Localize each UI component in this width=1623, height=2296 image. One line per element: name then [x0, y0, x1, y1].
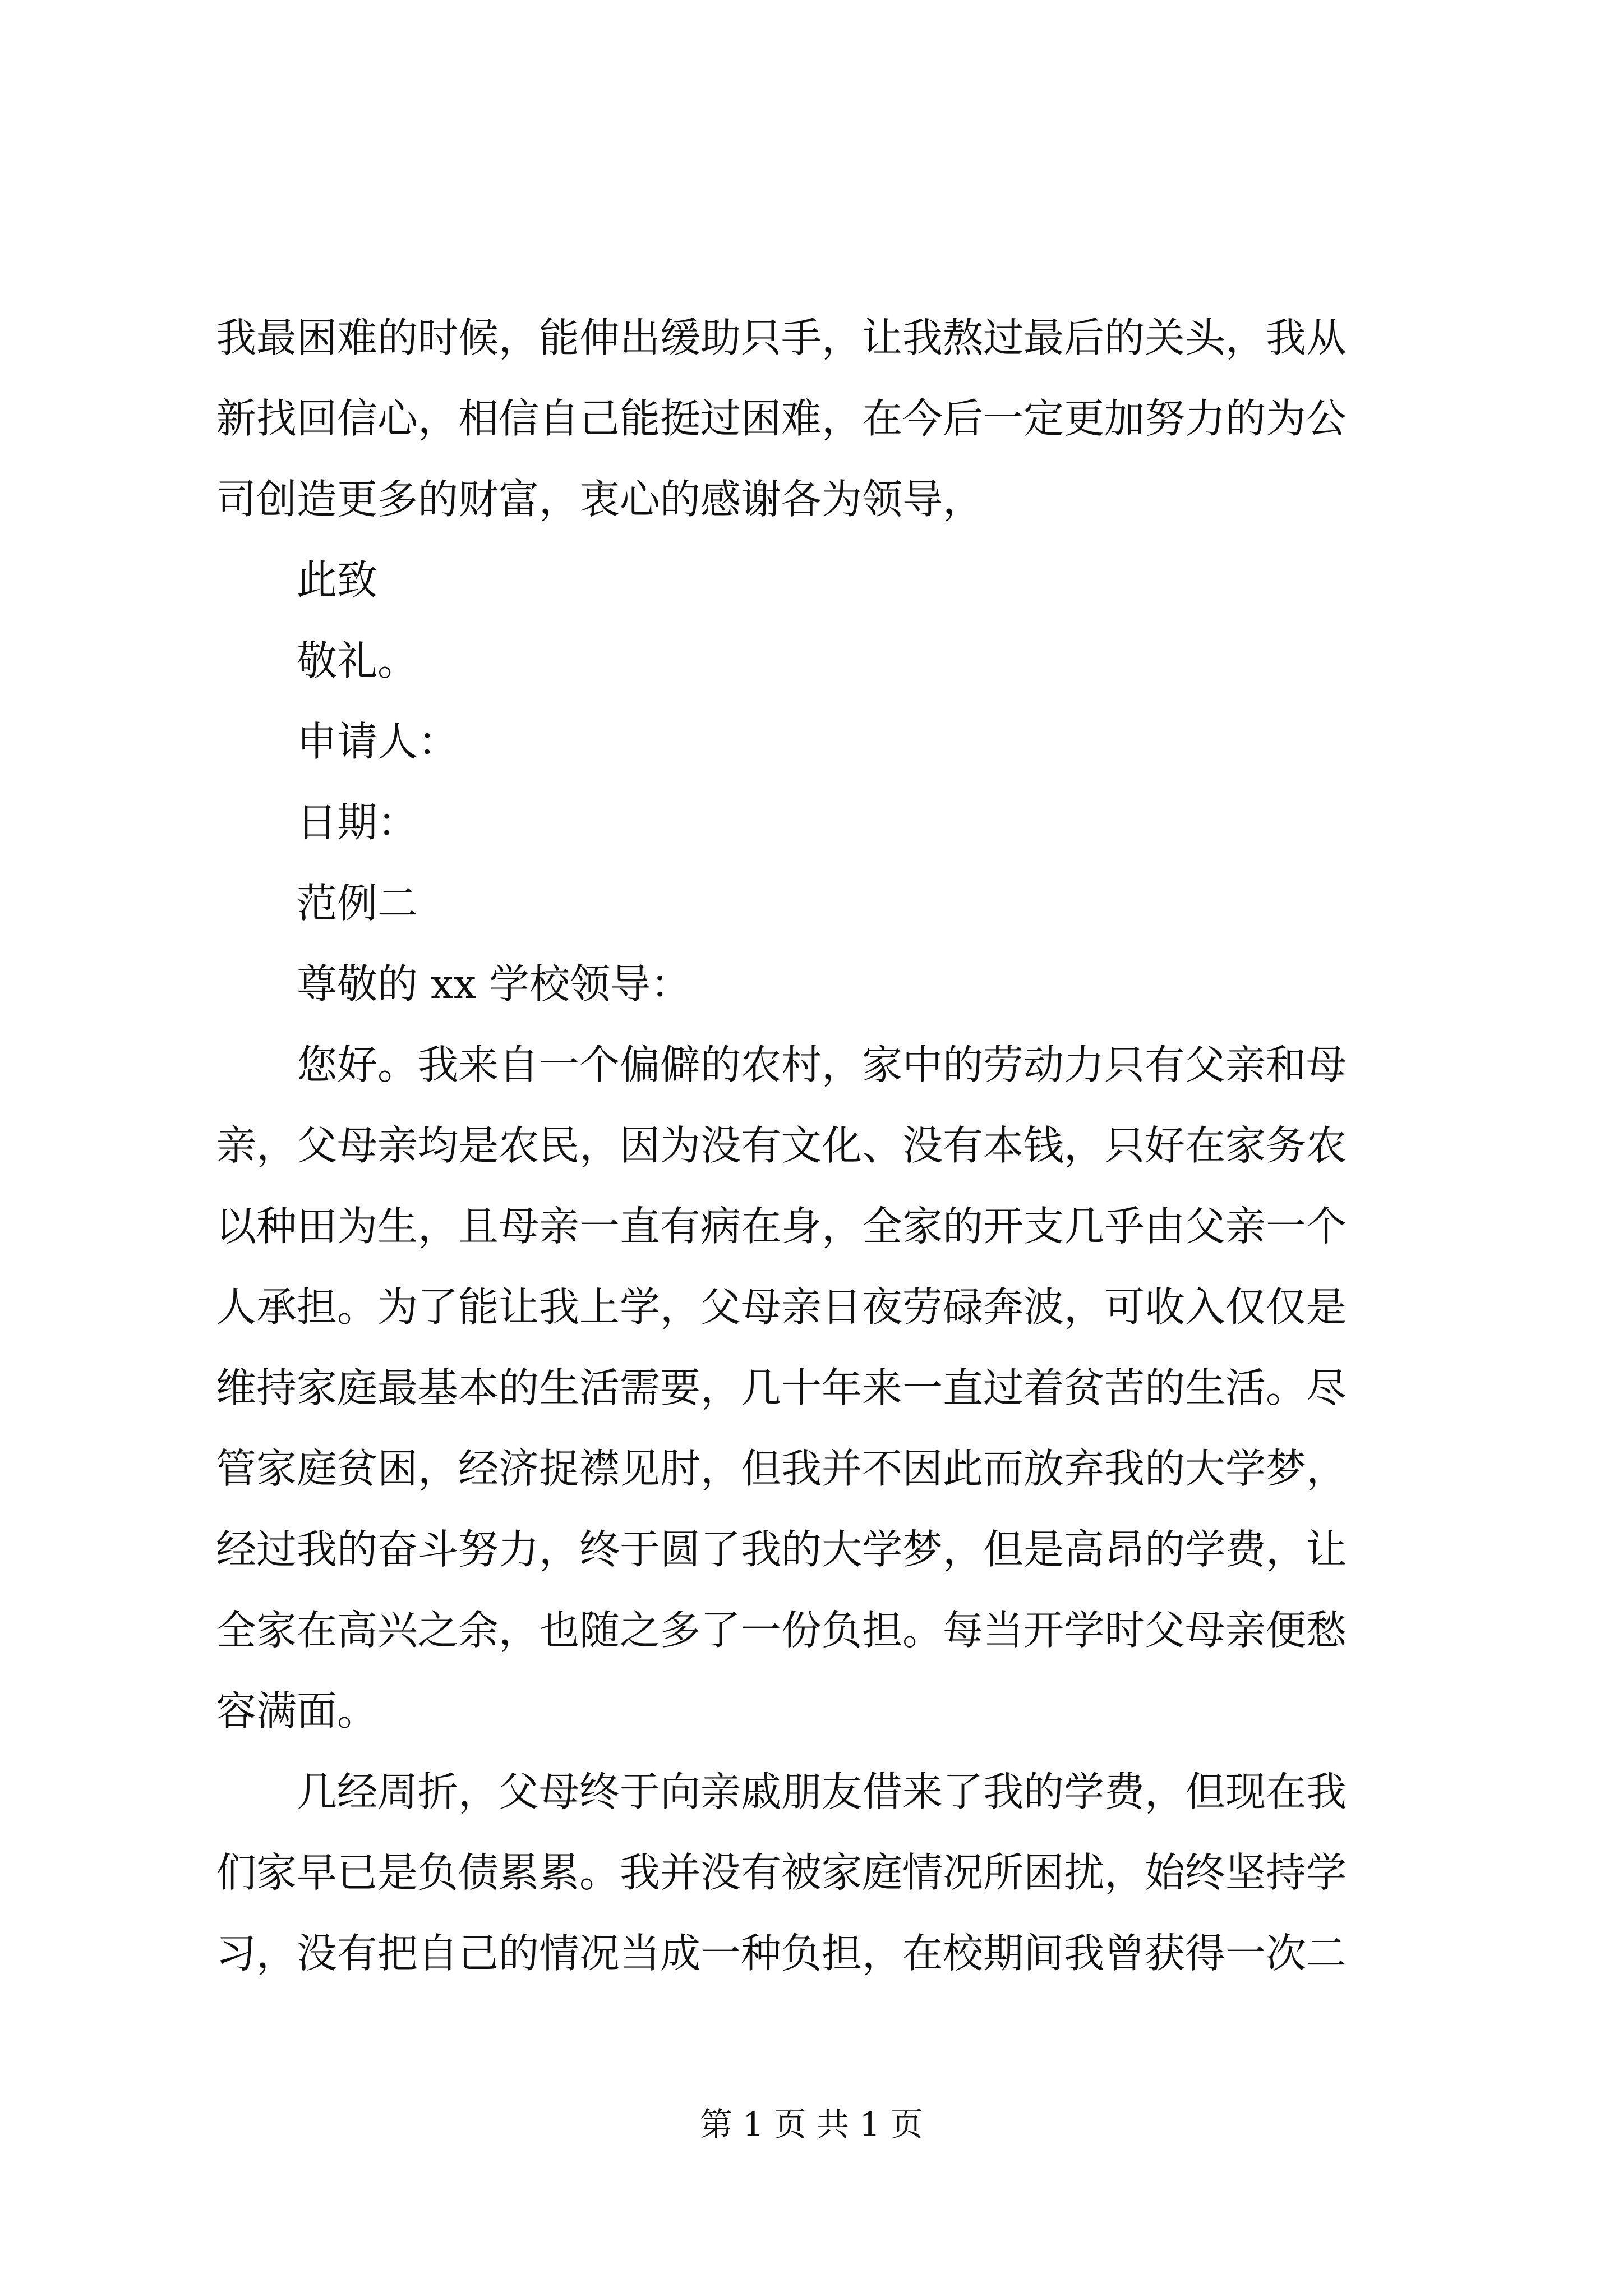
- page-number-label: 第 1 页 共 1 页: [700, 2105, 923, 2143]
- body-line-12: 以种田为生，且母亲一直有病在身，全家的开支几乎由父亲一个: [216, 1203, 1347, 1250]
- body-line-17: 全家在高兴之余，也随之多了一份负担。每当开学时父母亲便愁: [216, 1607, 1347, 1654]
- body-line-3: 司创造更多的财富，衷心的感谢各为领导，: [216, 476, 984, 523]
- body-line-11: 亲，父母亲均是农民，因为没有文化、没有本钱，只好在家务农: [216, 1122, 1347, 1169]
- date-line: 日期：: [297, 799, 418, 846]
- page-footer: [0, 2105, 1623, 2144]
- body-line-19: 几经周折，父母终于向亲戚朋友借来了我的学费，但现在我: [297, 1768, 1347, 1815]
- body-line-20: 们家早已是负债累累。我并没有被家庭情况所困扰，始终坚持学: [216, 1849, 1347, 1896]
- letter-body: [216, 297, 1427, 1994]
- salutation-line: 敬礼。: [297, 637, 418, 684]
- section-heading: 范例二: [297, 880, 418, 927]
- body-line-18: 容满面。: [216, 1687, 378, 1734]
- body-line-13: 人承担。为了能让我上学，父母亲日夜劳碌奔波，可收入仅仅是: [216, 1283, 1347, 1331]
- body-line-16: 经过我的奋斗努力，终于圆了我的大学梦，但是高昂的学费，让: [216, 1526, 1347, 1573]
- body-line-21: 习，没有把自己的情况当成一种负担，在校期间我曾获得一次二: [216, 1930, 1347, 1977]
- body-line-1: 我最困难的时候，能伸出缓助只手，让我熬过最后的关头，我从: [216, 314, 1347, 361]
- body-line-10: 您好。我来自一个偏僻的农村，家中的劳动力只有父亲和母: [297, 1041, 1347, 1088]
- applicant-line: 申请人：: [297, 718, 459, 765]
- body-line-14: 维持家庭最基本的生活需要，几十年来一直过着贫苦的生活。尽: [216, 1364, 1347, 1411]
- closing-line: 此致: [297, 556, 378, 604]
- body-line-15: 管家庭贫困，经济捉襟见肘，但我并不因此而放弃我的大学梦，: [216, 1445, 1347, 1492]
- greeting-line: 尊敬的 xx 学校领导：: [297, 960, 691, 1007]
- body-line-2: 新找回信心，相信自己能挺过困难，在今后一定更加努力的为公: [216, 395, 1347, 442]
